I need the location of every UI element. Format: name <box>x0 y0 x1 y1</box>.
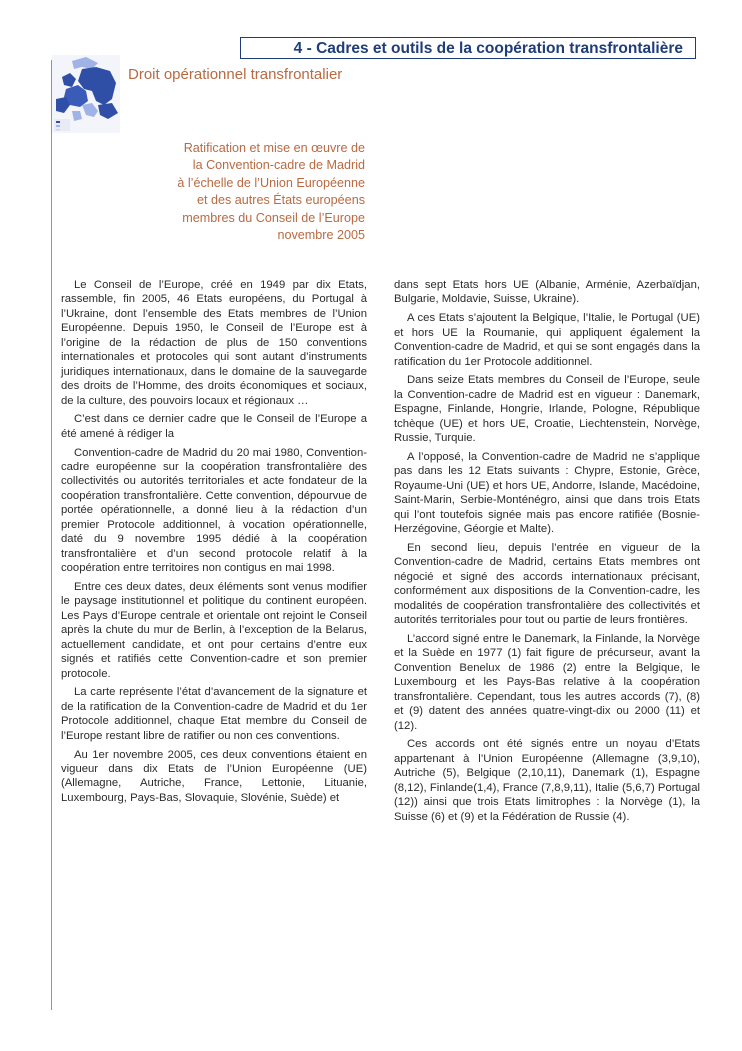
paragraph: dans sept Etats hors UE (Albanie, Arménie, Azerbaïdjan, Bulgarie, Moldavie, Suisse, Ukraine). <box>394 279 700 306</box>
caption-line: Ratification et mise en œuvre de <box>183 141 365 155</box>
section-header <box>240 37 696 59</box>
paragraph: Le Conseil de l’Europe, créé en 1949 par dix Etats, rassemble, fin 2005, 46 Etats européens, du Portugal à l’Ukraine, dont l’ensemble des Etats membres de l’Union Européenne. Depuis 1950, le Conseil de l’Europe est à l’origine de la rédaction de plus de 150 conventions internationales et protocoles qui sont autant d’instruments juridiques internationaux, dans le domaine de la sauvegarde des droits de l’Homme, des droits économiques et sociaux, de la culture, des pouvoirs locaux et régionaux … <box>61 279 367 407</box>
caption-line: à l’échelle de l’Union Européenne <box>177 175 365 190</box>
map-caption <box>140 140 365 244</box>
body-column-left <box>61 278 367 810</box>
paragraph: A l’opposé, la Convention-cadre de Madrid ne s’applique pas dans les 12 Etats suivants : Chypre, Estonie, Grèce, Royaume-Uni (UE) et hors UE, Andorre, Islande, Macédoine, Saint-Marin, Serbie-Monténégro, ainsi que dans trois Etats qui l’ont toutefois signée mais pas encore ratifiée (Bosnie-Herzégovine, Géorgie et Malte). <box>394 450 700 536</box>
section-title: 4 - Cadres et outils de la coopération transfrontalière <box>293 40 683 57</box>
paragraph: A ces Etats s’ajoutent la Belgique, l’Italie, le Portugal (UE) et hors UE la Roumanie, qui appliquent également la Convention-cadre de Madrid, et qui se sont engagés dans la ratification du 1er Protocole additionnel. <box>394 312 700 368</box>
europe-map-icon <box>52 55 120 133</box>
caption-line: membres du Conseil de l’Europe <box>182 210 365 225</box>
paragraph: Convention-cadre de Madrid du 20 mai 1980, Convention-cadre européenne sur la coopération transfrontalière des collectivités ou autorités territoriales et acte fondateur de la coopération transfrontalière. Cette convention, dépourvue de portée opérationnelle, a donné lieu à la rédaction d’un premier Protocole additionnel, à vocation opérationnelle, daté du 9 novembre 1995 dédié à la coopération transfrontalière et d’un second protocole relatif à la coopération entre territoires non contigus en mai 1998. <box>61 446 367 575</box>
caption-line: novembre 2005 <box>277 228 365 243</box>
caption-line: la Convention-cadre de Madrid <box>192 158 365 173</box>
paragraph: C’est dans ce dernier cadre que le Conseil de l’Europe a été amené à rédiger la <box>61 413 367 440</box>
paragraph: L’accord signé entre le Danemark, la Finlande, la Norvège et la Suède en 1977 (1) fait figure de précurseur, avant la Convention Benelux de 1986 (2) entre la Belgique, le Luxembourg et les Pays-Bas relative à la coopération transfrontalière. Cependant, tous les autres accords (7), (8) et (9) datent des années quatre-vingt-dix ou 2000 (11) et (12). <box>394 632 700 732</box>
page-subtitle: Droit opérationnel transfrontalier <box>128 66 343 83</box>
caption-line: et des autres États européens <box>196 193 365 208</box>
paragraph: Dans seize Etats membres du Conseil de l’Europe, seule la Convention-cadre de Madrid est en vigueur : Danemark, Espagne, Finlande, Hongrie, Irlande, Pologne, République tchèque (UE) et hors UE, Croatie, Liechtenstein, Norvège, Russie, Turquie. <box>394 374 700 445</box>
paragraph: La carte représente l’état d’avancement de la signature et de la ratification de la Convention-cadre de Madrid et du 1er Protocole additionnel, chaque Etat membre du Conseil de l’Europe restant libre de ratifier ou non ces conventions. <box>61 686 367 742</box>
paragraph: Ces accords ont été signés entre un noyau d’Etats appartenant à l’Union Européenne (Allemagne (3,9,10), Autriche (5), Belgique (2,10,11), Danemark (1), Espagne (8,12), Finlande(1,4), France (7,8,9,11), Italie (5,6,7) Portugal (12)) ainsi que trois Etats limitrophes : la Norvège (1), la Suisse (6) et (9) et la Fédération de Russie (4). <box>394 738 700 823</box>
body-column-right <box>394 278 700 828</box>
paragraph: Au 1er novembre 2005, ces deux conventions étaient en vigueur dans dix Etats de l’Union Européenne (UE) (Allemagne, Autriche, France, Lettonie, Lituanie, Luxembourg, Pays-Bas, Slovaquie, Slovénie, Suède) et <box>61 748 367 804</box>
paragraph: En second lieu, depuis l’entrée en vigueur de la Convention-cadre de Madrid, certains Etats membres ont négocié et signé des accords internationaux précisant, conformément aux dispositions de la Convention-cadre, les modalités de coopération transfrontalière des collectivités et autorités territoriales pour tout ou partie de leurs frontières. <box>394 541 700 627</box>
paragraph: Entre ces deux dates, deux éléments sont venus modifier le paysage institutionnel et politique du continent européen. Les Pays d’Europe centrale et orientale ont rejoint le Conseil après la chute du mur de Berlin, à l’exception de la Belarus, actuellement candidate, et ont pour certains d’entre eux signés et ratifiés cette Convention-cadre et son premier protocole. <box>61 580 367 680</box>
left-margin-rule <box>51 60 52 1010</box>
